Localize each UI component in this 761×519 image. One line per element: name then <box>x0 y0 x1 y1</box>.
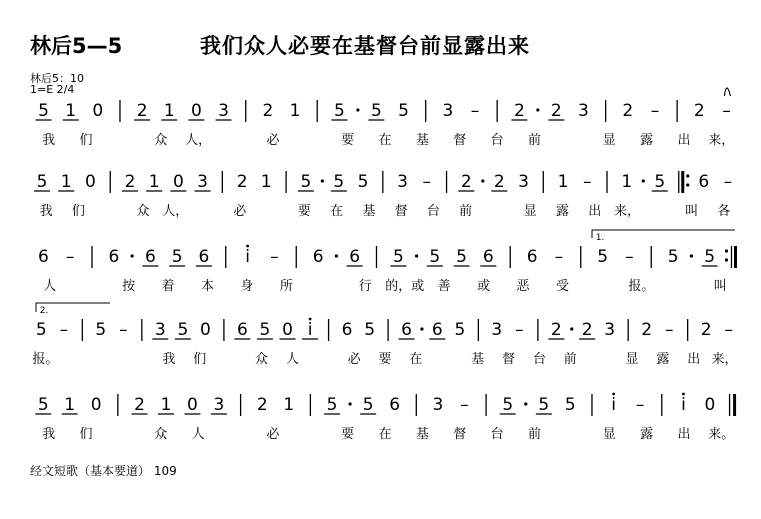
lyric-syllable: 众 <box>136 204 150 219</box>
note: 5 <box>259 320 271 340</box>
note: 3 <box>518 172 529 192</box>
note: 1 <box>148 172 160 192</box>
note: 5 <box>454 320 466 340</box>
note: – <box>515 320 524 340</box>
lyric-syllable: 台 <box>490 427 504 442</box>
note: 2 <box>460 172 472 192</box>
note: 6 <box>389 395 401 415</box>
note: 6 <box>482 247 494 267</box>
lyric-syllable: 要 <box>378 352 392 367</box>
high-octave-dot <box>682 393 685 396</box>
augmentation-dot <box>536 108 539 111</box>
repeat-dot <box>686 183 689 186</box>
repeat-dot <box>725 258 728 261</box>
lyric-syllable: 来， <box>614 204 641 219</box>
lyric-syllable: 善 <box>437 279 451 294</box>
source-footer: 经文短歌（基本要道） 109 <box>30 464 177 478</box>
lyric-syllable: 显 <box>625 352 639 367</box>
note: 1 <box>160 395 172 415</box>
augmentation-dot <box>481 179 484 182</box>
note: 6 <box>37 247 49 267</box>
note: 3 <box>604 320 616 340</box>
lyric-syllable: 本 <box>200 279 215 294</box>
lyric-syllable: 前 <box>527 427 541 442</box>
lyric-syllable: 们 <box>71 204 85 219</box>
augmentation-dot <box>524 402 527 405</box>
scripture-verse: 林后5：10 <box>30 72 84 85</box>
repeat-dot <box>725 249 728 252</box>
note: 0 <box>90 395 102 415</box>
lyric-syllable: 必 <box>347 352 361 367</box>
note: 1 <box>65 101 77 121</box>
note: 5 <box>538 395 550 415</box>
note: 5 <box>667 247 679 267</box>
lyric-syllable: 叫 <box>685 204 699 219</box>
lyric-syllable: 出 <box>677 427 691 442</box>
lyric-syllable: 我 <box>42 427 56 442</box>
lyric-syllable: 在 <box>330 204 344 219</box>
note: 5 <box>362 395 374 415</box>
lyric-syllable: 前 <box>563 352 577 367</box>
note: – <box>650 101 660 121</box>
high-octave-dot <box>246 245 249 248</box>
lyric-syllable: 人 <box>43 279 57 294</box>
note: 1 <box>163 101 175 121</box>
note: 5 <box>171 247 183 267</box>
note: 5 <box>95 320 107 340</box>
lyric-syllable: 身 <box>240 279 254 294</box>
note: 0 <box>190 101 202 121</box>
lyric-syllable: 着 <box>161 279 175 294</box>
note: 6 <box>144 247 156 267</box>
note: 2 <box>256 395 268 415</box>
lyric-syllable: 各 <box>717 204 731 219</box>
note: 5 <box>300 172 312 192</box>
note: – <box>65 247 75 267</box>
note: 1 <box>557 172 569 192</box>
lyric-syllable: 们 <box>193 352 207 367</box>
note: 5 <box>35 320 47 340</box>
note: 6 <box>341 320 353 340</box>
lyric-syllable: 人 <box>285 352 299 367</box>
note: 3 <box>218 101 229 121</box>
lyric-syllable: 台 <box>426 204 440 219</box>
lyric-syllable: 露 <box>555 204 570 219</box>
lyric-syllable: 来， <box>711 352 738 367</box>
lyric-syllable: 众 <box>154 133 168 148</box>
lyric-syllable: 督 <box>394 204 408 219</box>
volta-first-label: 1. <box>595 233 605 243</box>
lyric-syllable: 我 <box>162 352 176 367</box>
note: 2 <box>513 101 525 121</box>
note: – <box>460 395 469 415</box>
lyric-syllable: 显 <box>523 204 537 219</box>
note: – <box>582 172 592 192</box>
lyric-syllable: 督 <box>453 133 467 148</box>
note: 3 <box>432 395 444 415</box>
note: 6 <box>349 247 361 267</box>
lyric-syllable: 的，或 <box>385 279 425 294</box>
note: 2 <box>124 172 136 192</box>
note: 0 <box>200 320 211 340</box>
note: 0 <box>92 101 104 121</box>
note: 2 <box>700 320 712 340</box>
note: – <box>664 320 674 340</box>
augmentation-dot <box>321 179 324 182</box>
lyric-syllable: 台 <box>490 133 504 148</box>
lyric-syllable: 众 <box>255 352 269 367</box>
note: 6 <box>312 247 324 267</box>
note: 0 <box>187 395 198 415</box>
lyric-syllable: 要 <box>297 204 311 219</box>
high-octave-dot <box>309 318 312 321</box>
note: 5 <box>333 101 345 121</box>
volta-first-ending <box>592 230 735 238</box>
note: 6 <box>401 320 412 340</box>
lyric-syllable: 基 <box>415 133 429 148</box>
augmentation-dot <box>349 402 352 405</box>
note: 6 <box>108 247 120 267</box>
note: 6 <box>236 320 248 340</box>
note: 3 <box>397 172 408 192</box>
note: 6 <box>431 320 443 340</box>
key-time-signature: 1=E 2/4 <box>30 83 75 96</box>
note: 5 <box>357 172 369 192</box>
lyric-syllable: 基 <box>362 204 376 219</box>
lyric-syllable: 受 <box>555 279 570 294</box>
note: 3 <box>213 395 225 415</box>
lyric-syllable: 前 <box>459 204 473 219</box>
note: 2 <box>136 101 148 121</box>
lyric-syllable: 来。 <box>708 427 735 442</box>
note: 1 <box>260 172 272 192</box>
lyric-syllable: 基 <box>471 352 485 367</box>
note: 5 <box>429 247 441 267</box>
note: 5 <box>333 172 345 192</box>
lyric-syllable: 或 <box>477 279 491 294</box>
note: 0 <box>85 172 96 192</box>
note: – <box>723 172 733 192</box>
note: 5 <box>370 101 382 121</box>
note: – <box>724 320 733 340</box>
note: 5 <box>38 101 49 121</box>
lyric-syllable: 按 <box>122 279 136 294</box>
note: 2 <box>262 101 274 121</box>
augmentation-dot <box>642 179 645 182</box>
note: i <box>681 395 686 415</box>
note: 0 <box>172 172 184 192</box>
note: 5 <box>392 247 404 267</box>
lyric-syllable: 我 <box>42 133 56 148</box>
lyric-syllable: 来， <box>708 133 735 148</box>
note: 5 <box>326 395 338 415</box>
lyric-syllable: 露 <box>640 427 654 442</box>
note: 6 <box>698 172 710 192</box>
note: – <box>422 172 432 192</box>
note: – <box>554 247 564 267</box>
note: 0 <box>282 320 293 340</box>
lyric-syllable: 出 <box>687 352 701 367</box>
note: – <box>635 395 645 415</box>
lyric-syllable: 显 <box>602 133 616 148</box>
note: 2 <box>622 101 634 121</box>
lyric-syllable: 督 <box>453 427 467 442</box>
note: 1 <box>64 395 76 415</box>
lyric-syllable: 必 <box>266 427 280 442</box>
augmentation-dot <box>415 254 418 257</box>
song-title: 我们众人必要在基督台前显露出来 <box>200 34 530 58</box>
lyric-syllable: 要 <box>341 133 355 148</box>
slur-arc <box>724 88 730 96</box>
note: 5 <box>177 320 189 340</box>
note: 1 <box>283 395 295 415</box>
note: 6 <box>198 247 210 267</box>
repeat-dot <box>686 174 689 177</box>
high-octave-dot <box>612 393 615 396</box>
note: 5 <box>502 395 514 415</box>
augmentation-dot <box>131 254 134 257</box>
augmentation-dot <box>335 254 338 257</box>
lyric-syllable: 必 <box>266 133 280 148</box>
note: 3 <box>197 172 208 192</box>
lyric-syllable: 们 <box>79 133 93 148</box>
note: 2 <box>641 320 653 340</box>
note: 3 <box>442 101 454 121</box>
lyric-syllable: 报。 <box>628 279 655 294</box>
note: 5 <box>704 247 716 267</box>
lyric-syllable: 人 <box>191 427 205 442</box>
lyric-syllable: 众 <box>154 427 168 442</box>
augmentation-dot <box>420 327 423 330</box>
lyric-syllable: 所 <box>279 279 293 294</box>
lyric-syllable: 人， <box>185 133 212 148</box>
note: – <box>119 320 128 340</box>
lyric-syllable: 在 <box>378 427 392 442</box>
note: 5 <box>398 101 409 121</box>
note: 5 <box>36 172 48 192</box>
note: 2 <box>581 320 593 340</box>
augmentation-dot <box>356 108 359 111</box>
note: 3 <box>578 101 589 121</box>
note: 6 <box>526 247 538 267</box>
lyric-syllable: 台 <box>532 352 546 367</box>
note: 0 <box>704 395 716 415</box>
note: – <box>470 101 480 121</box>
note: 2 <box>236 172 248 192</box>
lyric-syllable: 出 <box>677 133 691 148</box>
lyric-syllable: 我 <box>39 204 53 219</box>
note: 5 <box>564 395 576 415</box>
note: 1 <box>60 172 72 192</box>
lyric-syllable: 基 <box>415 427 429 442</box>
lyric-syllable: 在 <box>378 133 392 148</box>
lyric-syllable: 露 <box>640 133 654 148</box>
note: 1 <box>289 101 301 121</box>
note: 2 <box>693 101 705 121</box>
note: 2 <box>134 395 145 415</box>
note: 3 <box>154 320 166 340</box>
note: 3 <box>491 320 503 340</box>
volta-second-label: 2. <box>39 306 49 316</box>
note: i <box>307 320 313 340</box>
lyric-syllable: 督 <box>501 352 515 367</box>
lyric-syllable: 们 <box>79 427 93 442</box>
note: 5 <box>654 172 666 192</box>
note: – <box>625 247 634 267</box>
note: 2 <box>550 101 562 121</box>
note: – <box>722 101 731 121</box>
lyric-syllable: 要 <box>341 427 355 442</box>
note: i <box>245 247 250 267</box>
note: i <box>611 395 617 415</box>
augmentation-dot <box>570 327 573 330</box>
lyric-syllable: 行 <box>358 279 372 294</box>
lyric-syllable: 显 <box>602 427 616 442</box>
lyric-syllable: 报。 <box>32 352 59 367</box>
note: 5 <box>456 247 468 267</box>
note: – <box>270 247 279 267</box>
lyric-syllable: 在 <box>409 352 423 367</box>
note: 1 <box>621 172 633 192</box>
lyric-syllable: 人， <box>162 204 189 219</box>
note: – <box>59 320 69 340</box>
note: 2 <box>493 172 505 192</box>
note: 5 <box>37 395 49 415</box>
lyric-syllable: 叫 <box>713 279 727 294</box>
lyric-syllable: 恶 <box>516 279 530 294</box>
lyric-syllable: 必 <box>233 204 247 219</box>
note: 5 <box>597 247 609 267</box>
scripture-reference-title: 林后5—5 <box>30 34 123 58</box>
note: 2 <box>550 320 562 340</box>
lyric-syllable: 出 <box>588 204 602 219</box>
note: 5 <box>364 320 376 340</box>
lyric-syllable: 前 <box>527 133 541 148</box>
augmentation-dot <box>690 254 693 257</box>
lyric-syllable: 露 <box>656 352 670 367</box>
